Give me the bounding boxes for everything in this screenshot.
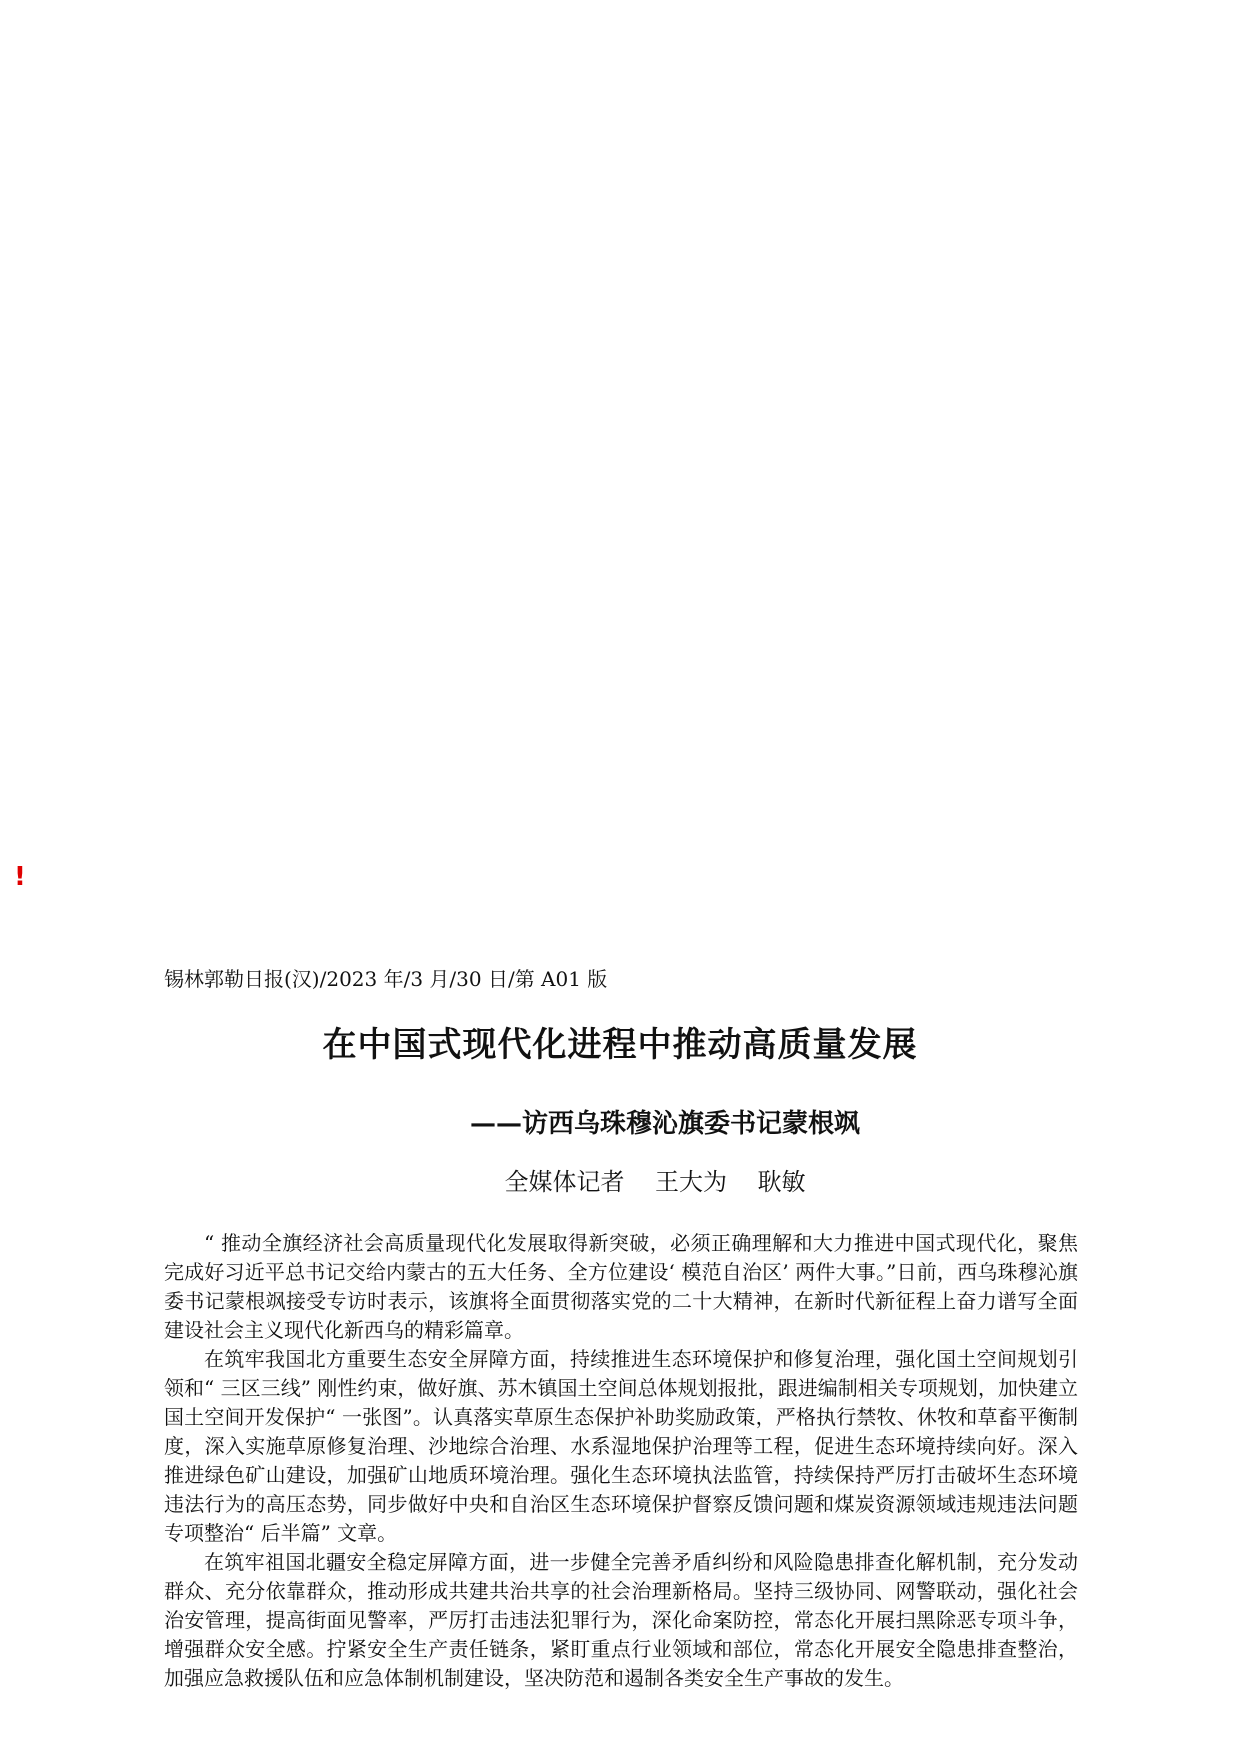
article-subtitle: ——访西乌珠穆沁旗委书记蒙根飒 [469, 1109, 860, 1139]
article-title: 在中国式现代化进程中推动高质量发展 [322, 1025, 918, 1065]
article-body [164, 1229, 1078, 1693]
paragraph: 在筑牢我国北方重要生态安全屏障方面，持续推进生态环境保护和修复治理，强化国土空间规划引领和“ 三区三线” 刚性约束，做好旗、苏木镇国土空间总体规划报批，跟进编制相关专项规划，加快建立国土空间开发保护“ 一张图”。认真落实草原生态保护补助奖励政策，严格执行禁牧、休牧和草畜平衡制度，深入实施草原修复治理、沙地综合治理、水系湿地保护治理等工程，促进生态环境持续向好。深入推进绿色矿山建设，加强矿山地质环境治理。强化生态环境执法监管，持续保持严厉打击破坏生态环境违法行为的高压态势，同步做好中央和自治区生态环境保护督察反馈问题和煤炭资源领域违规违法问题专项整治“ 后半篇” 文章。 [164, 1347, 1078, 1545]
paragraph: “ 推动全旗经济社会高质量现代化发展取得新突破，必须正确理解和大力推进中国式现代化，聚焦完成好习近平总书记交给内蒙古的五大任务、全方位建设‘ 模范自治区’ 两件大事。”日前，西乌珠穆沁旗委书记蒙根飒接受专访时表示，该旗将全面贯彻落实党的二十大精神，在新时代新征程上奋力谱写全面建设社会主义现代化新西乌的精彩篇章。 [164, 1231, 1078, 1342]
paragraph: 在筑牢祖国北疆安全稳定屏障方面，进一步健全完善矛盾纠纷和风险隐患排查化解机制，充分发动群众、充分依靠群众，推动形成共建共治共享的社会治理新格局。坚持三级协同、网警联动，强化社会治安管理，提高街面见警率，严厉打击违法犯罪行为，深化命案防控，常态化开展扫黑除恶专项斗争，增强群众安全感。拧紧安全生产责任链条，紧盯重点行业领域和部位，常态化开展安全隐患排查整治，加强应急救援队伍和应急体制机制建设，坚决防范和遏制各类安全生产事故的发生。 [164, 1550, 1078, 1690]
exclamation-mark: ! [14, 862, 26, 892]
source-line: 锡林郭勒日报(汉)/2023 年/3 月/30 日/第 A01 版 [164, 967, 608, 991]
byline: 全媒体记者 王大为 耿敏 [504, 1168, 806, 1196]
